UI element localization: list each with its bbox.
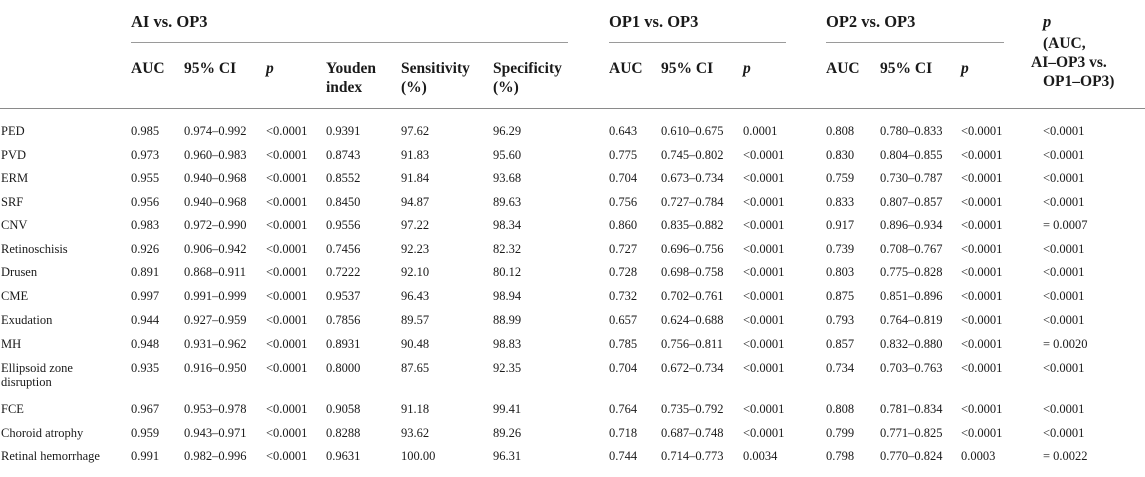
col-header-sens-1: Sensitivity [401, 60, 470, 77]
cell-op2-auc: 0.798 [826, 449, 855, 463]
cell-sensitivity: 94.87 [401, 195, 430, 209]
col-header-op1-p: p [743, 60, 751, 77]
cell-op1-p: <0.0001 [743, 289, 785, 303]
cell-p-compare: <0.0001 [1043, 148, 1085, 162]
cell-specificity: 92.35 [493, 361, 522, 375]
cell-op2-p: <0.0001 [961, 124, 1003, 138]
cell-ci: 0.943–0.971 [184, 426, 247, 440]
cell-auc: 0.997 [131, 289, 160, 303]
cell-p-compare: <0.0001 [1043, 426, 1085, 440]
cell-youden: 0.7456 [326, 242, 361, 256]
cell-op2-auc: 0.875 [826, 289, 855, 303]
cell-op2-ci: 0.896–0.934 [880, 218, 943, 232]
cell-op2-p: 0.0003 [961, 449, 996, 463]
cell-op1-auc: 0.756 [609, 195, 638, 209]
cell-op2-ci: 0.804–0.855 [880, 148, 943, 162]
cell-op2-ci: 0.764–0.819 [880, 313, 943, 327]
cell-op1-p: 0.0034 [743, 449, 778, 463]
cell-op1-auc: 0.728 [609, 265, 638, 279]
cell-op2-auc: 0.857 [826, 337, 855, 351]
cell-op2-auc: 0.734 [826, 361, 855, 375]
cell-op1-ci: 0.698–0.758 [661, 265, 724, 279]
cell-youden: 0.8000 [326, 361, 361, 375]
cell-op2-p: <0.0001 [961, 218, 1003, 232]
cell-p-compare: = 0.0020 [1043, 337, 1088, 351]
cell-op2-auc: 0.917 [826, 218, 855, 232]
cell-ci: 0.940–0.968 [184, 171, 247, 185]
cell-sensitivity: 89.57 [401, 313, 430, 327]
cell-op1-p: <0.0001 [743, 171, 785, 185]
col-header-spec-1: Specificity [493, 60, 562, 77]
cell-specificity: 99.41 [493, 402, 522, 416]
cell-op1-auc: 0.704 [609, 171, 638, 185]
cell-specificity: 82.32 [493, 242, 522, 256]
group-title-op1-vs-op3: OP1 vs. OP3 [609, 12, 699, 31]
cell-specificity: 89.26 [493, 426, 522, 440]
cell-op2-p: <0.0001 [961, 402, 1003, 416]
cell-op2-auc: 0.808 [826, 124, 855, 138]
cell-op2-auc: 0.830 [826, 148, 855, 162]
cell-sensitivity: 93.62 [401, 426, 430, 440]
cell-ci: 0.931–0.962 [184, 337, 247, 351]
cell-p: <0.0001 [266, 289, 308, 303]
cell-p-compare: <0.0001 [1043, 195, 1085, 209]
cell-sensitivity: 91.83 [401, 148, 430, 162]
group-rule-ai [131, 42, 568, 43]
cell-specificity: 95.60 [493, 148, 522, 162]
cell-op1-ci: 0.687–0.748 [661, 426, 724, 440]
cell-p: <0.0001 [266, 337, 308, 351]
row-label: FCE [1, 402, 24, 416]
cell-youden: 0.8552 [326, 171, 361, 185]
cell-op2-ci: 0.730–0.787 [880, 171, 943, 185]
cell-op1-p: 0.0001 [743, 124, 778, 138]
cell-op1-auc: 0.704 [609, 361, 638, 375]
cell-auc: 0.891 [131, 265, 160, 279]
cell-youden: 0.9631 [326, 449, 361, 463]
cell-auc: 0.983 [131, 218, 160, 232]
cell-op1-ci: 0.735–0.792 [661, 402, 724, 416]
row-label: Retinal hemorrhage [1, 449, 100, 463]
cell-p-compare: <0.0001 [1043, 124, 1085, 138]
cell-specificity: 98.34 [493, 218, 522, 232]
cell-op2-ci: 0.851–0.896 [880, 289, 943, 303]
p-compare-sub1: (AUC, [1043, 35, 1086, 52]
cell-op1-ci: 0.673–0.734 [661, 171, 724, 185]
col-header-ci: 95% CI [184, 60, 237, 77]
cell-auc: 0.967 [131, 402, 160, 416]
cell-specificity: 89.63 [493, 195, 522, 209]
cell-youden: 0.7222 [326, 265, 361, 279]
col-header-op1-ci: 95% CI [661, 60, 714, 77]
cell-op1-p: <0.0001 [743, 313, 785, 327]
cell-auc: 0.991 [131, 449, 160, 463]
cell-youden: 0.9537 [326, 289, 361, 303]
cell-op2-p: <0.0001 [961, 313, 1003, 327]
cell-op1-auc: 0.785 [609, 337, 638, 351]
cell-op1-ci: 0.727–0.784 [661, 195, 724, 209]
cell-op1-auc: 0.744 [609, 449, 638, 463]
cell-op1-auc: 0.718 [609, 426, 638, 440]
cell-p: <0.0001 [266, 195, 308, 209]
cell-specificity: 96.29 [493, 124, 522, 138]
cell-op2-ci: 0.775–0.828 [880, 265, 943, 279]
cell-ci: 0.960–0.983 [184, 148, 247, 162]
cell-auc: 0.948 [131, 337, 160, 351]
cell-auc: 0.935 [131, 361, 160, 375]
cell-p: <0.0001 [266, 124, 308, 138]
row-label: Exudation [1, 313, 53, 327]
cell-op2-auc: 0.799 [826, 426, 855, 440]
row-label: Retinoschisis [1, 242, 68, 256]
row-label: PED [1, 124, 25, 138]
row-label: ERM [1, 171, 29, 185]
cell-p-compare: = 0.0022 [1043, 449, 1088, 463]
group-rule-op1 [609, 42, 786, 43]
header-divider [0, 108, 1145, 109]
cell-op1-ci: 0.610–0.675 [661, 124, 724, 138]
cell-auc: 0.944 [131, 313, 160, 327]
cell-op1-auc: 0.657 [609, 313, 638, 327]
cell-sensitivity: 96.43 [401, 289, 430, 303]
col-header-p: p [266, 60, 274, 77]
cell-op2-p: <0.0001 [961, 265, 1003, 279]
cell-op1-ci: 0.624–0.688 [661, 313, 724, 327]
cell-sensitivity: 87.65 [401, 361, 430, 375]
group-title-ai-vs-op3: AI vs. OP3 [131, 12, 208, 31]
cell-sensitivity: 90.48 [401, 337, 430, 351]
row-label: CNV [1, 218, 28, 232]
group-rule-op2 [826, 42, 1004, 43]
row-label: Choroid atrophy [1, 426, 84, 440]
col-header-op2-ci: 95% CI [880, 60, 933, 77]
cell-ci: 0.982–0.996 [184, 449, 247, 463]
cell-op1-p: <0.0001 [743, 337, 785, 351]
col-header-youden-2: index [326, 79, 363, 96]
row-label: PVD [1, 148, 27, 162]
cell-auc: 0.926 [131, 242, 160, 256]
cell-p: <0.0001 [266, 426, 308, 440]
cell-op1-auc: 0.643 [609, 124, 638, 138]
cell-op1-p: <0.0001 [743, 195, 785, 209]
col-header-youden-1: Youden [326, 60, 376, 77]
cell-op2-ci: 0.771–0.825 [880, 426, 943, 440]
cell-op1-p: <0.0001 [743, 218, 785, 232]
row-label: Ellipsoid zone disruption [1, 361, 73, 389]
cell-sensitivity: 91.18 [401, 402, 430, 416]
cell-op2-ci: 0.832–0.880 [880, 337, 943, 351]
cell-op2-p: <0.0001 [961, 361, 1003, 375]
cell-ci: 0.953–0.978 [184, 402, 247, 416]
cell-ci: 0.991–0.999 [184, 289, 247, 303]
cell-op2-p: <0.0001 [961, 337, 1003, 351]
cell-sensitivity: 92.23 [401, 242, 430, 256]
cell-op2-p: <0.0001 [961, 171, 1003, 185]
cell-op1-p: <0.0001 [743, 361, 785, 375]
cell-p: <0.0001 [266, 361, 308, 375]
cell-ci: 0.868–0.911 [184, 265, 247, 279]
row-label: MH [1, 337, 22, 351]
cell-op2-ci: 0.781–0.834 [880, 402, 943, 416]
col-header-spec-2: (%) [493, 79, 519, 96]
cell-op2-auc: 0.833 [826, 195, 855, 209]
cell-op1-auc: 0.764 [609, 402, 638, 416]
cell-specificity: 93.68 [493, 171, 522, 185]
cell-ci: 0.906–0.942 [184, 242, 247, 256]
cell-p: <0.0001 [266, 242, 308, 256]
cell-p-compare: <0.0001 [1043, 242, 1085, 256]
cell-op2-ci: 0.807–0.857 [880, 195, 943, 209]
cell-p: <0.0001 [266, 313, 308, 327]
cell-sensitivity: 97.62 [401, 124, 430, 138]
cell-op1-auc: 0.732 [609, 289, 638, 303]
cell-auc: 0.973 [131, 148, 160, 162]
cell-op2-p: <0.0001 [961, 426, 1003, 440]
cell-ci: 0.916–0.950 [184, 361, 247, 375]
cell-ci: 0.940–0.968 [184, 195, 247, 209]
cell-auc: 0.955 [131, 171, 160, 185]
row-label: Drusen [1, 265, 38, 279]
cell-op1-p: <0.0001 [743, 148, 785, 162]
cell-op2-auc: 0.808 [826, 402, 855, 416]
cell-op1-ci: 0.745–0.802 [661, 148, 724, 162]
cell-op2-auc: 0.803 [826, 265, 855, 279]
cell-ci: 0.974–0.992 [184, 124, 247, 138]
p-compare-sub2: AI–OP3 vs. [1031, 54, 1107, 71]
cell-op1-auc: 0.775 [609, 148, 638, 162]
cell-op1-auc: 0.727 [609, 242, 638, 256]
p-compare-symbol: p [1043, 12, 1052, 31]
cell-auc: 0.956 [131, 195, 160, 209]
cell-sensitivity: 92.10 [401, 265, 430, 279]
cell-p-compare: <0.0001 [1043, 265, 1085, 279]
cell-youden: 0.8450 [326, 195, 361, 209]
cell-op1-ci: 0.835–0.882 [661, 218, 724, 232]
cell-specificity: 80.12 [493, 265, 522, 279]
cell-sensitivity: 97.22 [401, 218, 430, 232]
cell-youden: 0.7856 [326, 313, 361, 327]
row-label: SRF [1, 195, 24, 209]
cell-op2-ci: 0.703–0.763 [880, 361, 943, 375]
cell-auc: 0.959 [131, 426, 160, 440]
cell-op2-p: <0.0001 [961, 242, 1003, 256]
cell-op2-ci: 0.708–0.767 [880, 242, 943, 256]
cell-ci: 0.972–0.990 [184, 218, 247, 232]
cell-p: <0.0001 [266, 218, 308, 232]
cell-ci: 0.927–0.959 [184, 313, 247, 327]
cell-op2-auc: 0.759 [826, 171, 855, 185]
cell-p-compare: <0.0001 [1043, 171, 1085, 185]
cell-op2-auc: 0.793 [826, 313, 855, 327]
cell-youden: 0.9556 [326, 218, 361, 232]
cell-p: <0.0001 [266, 148, 308, 162]
cell-op1-auc: 0.860 [609, 218, 638, 232]
cell-p-compare: <0.0001 [1043, 313, 1085, 327]
row-label: CME [1, 289, 29, 303]
col-header-sens-2: (%) [401, 79, 427, 96]
cell-sensitivity: 91.84 [401, 171, 430, 185]
cell-op2-p: <0.0001 [961, 148, 1003, 162]
cell-p-compare: <0.0001 [1043, 289, 1085, 303]
group-title-op2-vs-op3: OP2 vs. OP3 [826, 12, 916, 31]
cell-op1-p: <0.0001 [743, 426, 785, 440]
cell-p: <0.0001 [266, 402, 308, 416]
col-header-op2-auc: AUC [826, 60, 860, 77]
cell-op1-p: <0.0001 [743, 402, 785, 416]
cell-op1-ci: 0.672–0.734 [661, 361, 724, 375]
cell-youden: 0.9058 [326, 402, 361, 416]
col-header-op2-p: p [961, 60, 969, 77]
col-header-auc: AUC [131, 60, 165, 77]
cell-youden: 0.8931 [326, 337, 361, 351]
cell-op2-ci: 0.770–0.824 [880, 449, 943, 463]
cell-op2-p: <0.0001 [961, 289, 1003, 303]
cell-p: <0.0001 [266, 265, 308, 279]
p-compare-sub3: OP1–OP3) [1043, 73, 1115, 90]
cell-p: <0.0001 [266, 449, 308, 463]
cell-op1-ci: 0.714–0.773 [661, 449, 724, 463]
cell-specificity: 98.94 [493, 289, 522, 303]
cell-op2-p: <0.0001 [961, 195, 1003, 209]
cell-p-compare: <0.0001 [1043, 402, 1085, 416]
cell-op1-p: <0.0001 [743, 242, 785, 256]
cell-op2-auc: 0.739 [826, 242, 855, 256]
cell-youden: 0.8743 [326, 148, 361, 162]
cell-sensitivity: 100.00 [401, 449, 436, 463]
cell-auc: 0.985 [131, 124, 160, 138]
cell-youden: 0.8288 [326, 426, 361, 440]
cell-specificity: 98.83 [493, 337, 522, 351]
col-header-op1-auc: AUC [609, 60, 643, 77]
cell-youden: 0.9391 [326, 124, 361, 138]
cell-p-compare: <0.0001 [1043, 361, 1085, 375]
cell-specificity: 88.99 [493, 313, 522, 327]
cell-op1-ci: 0.696–0.756 [661, 242, 724, 256]
cell-op1-ci: 0.702–0.761 [661, 289, 724, 303]
cell-op1-ci: 0.756–0.811 [661, 337, 724, 351]
cell-op2-ci: 0.780–0.833 [880, 124, 943, 138]
cell-p: <0.0001 [266, 171, 308, 185]
cell-op1-p: <0.0001 [743, 265, 785, 279]
cell-specificity: 96.31 [493, 449, 522, 463]
cell-p-compare: = 0.0007 [1043, 218, 1088, 232]
